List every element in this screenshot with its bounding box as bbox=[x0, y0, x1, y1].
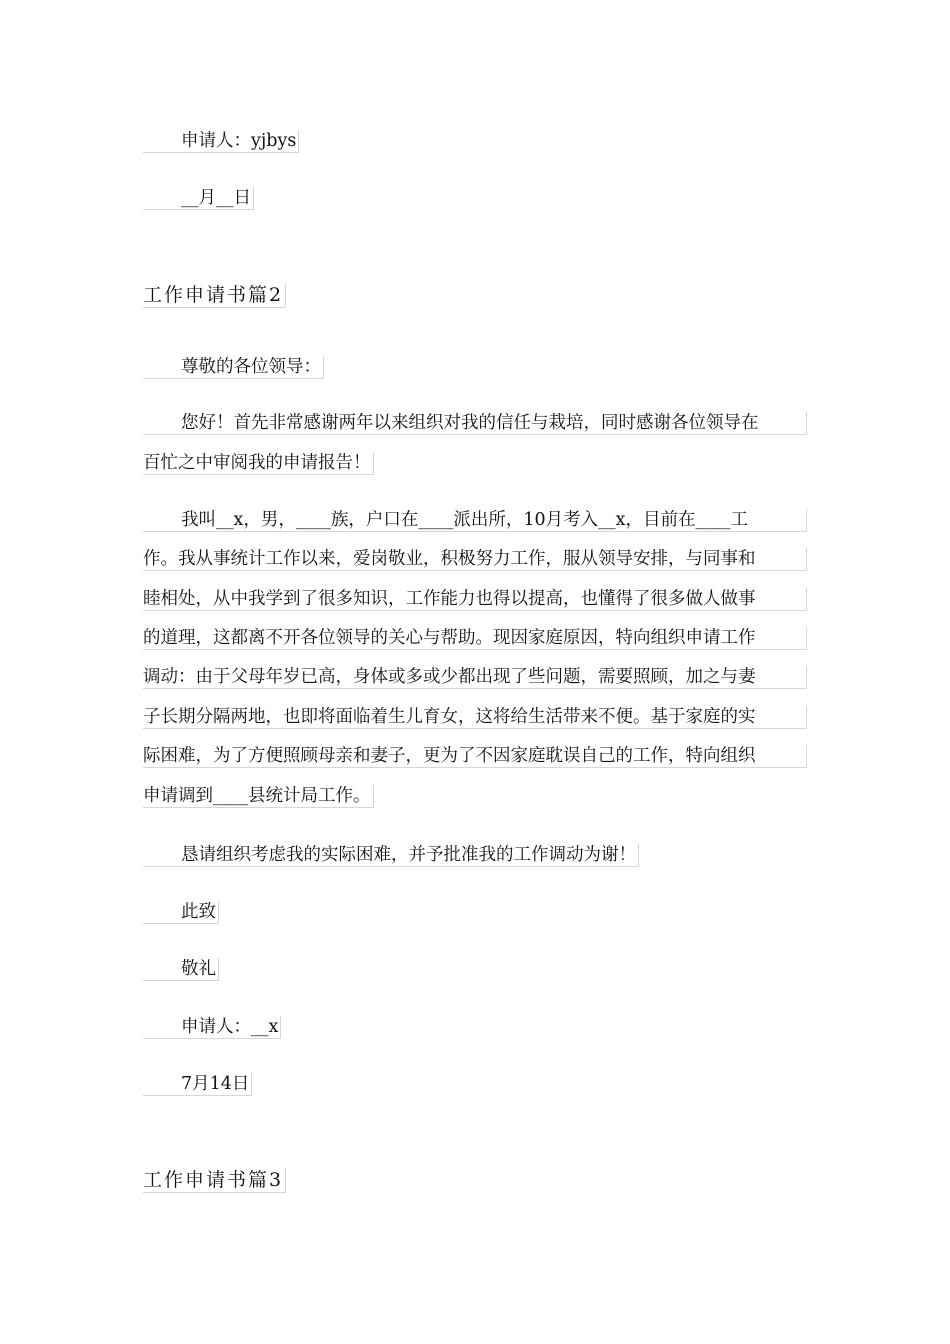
para2-text-5: 调动：由于父母年岁已高，身体或多或少都出现了些问题，需要照顾，加之与妻 bbox=[143, 667, 756, 687]
date-line-1 bbox=[143, 187, 254, 210]
date-text-2: 7月14日 bbox=[181, 1074, 250, 1094]
para2-line-7 bbox=[143, 745, 807, 768]
para2-line-8 bbox=[143, 785, 374, 808]
para2-line-2 bbox=[143, 548, 807, 571]
applicant-line-2 bbox=[143, 1016, 281, 1039]
para2-text-7: 际困难，为了方便照顾母亲和妻子，更为了不因家庭耽误自己的工作，特向组织 bbox=[143, 746, 756, 766]
para2-line-3 bbox=[143, 588, 807, 611]
para2-text-8: 申请调到____县统计局工作。 bbox=[143, 786, 371, 806]
para1-text-1: 您好！首先非常感谢两年以来组织对我的信任与栽培，同时感谢各位领导在 bbox=[181, 413, 759, 433]
para2-line-1 bbox=[143, 509, 807, 532]
date-text-1: __月__日 bbox=[181, 188, 251, 208]
para1-text-2: 百忙之中审阅我的申请报告！ bbox=[143, 453, 371, 473]
para1-line-2 bbox=[143, 452, 374, 475]
closing-line-1 bbox=[143, 901, 219, 924]
applicant-line-1 bbox=[143, 130, 299, 153]
salutation-text: 尊敬的各位领导： bbox=[181, 357, 321, 377]
applicant-text-2: 申请人：__x bbox=[181, 1017, 279, 1037]
date-line-2 bbox=[143, 1073, 252, 1096]
section-title-3: 工作申请书篇3 bbox=[143, 1168, 286, 1193]
para2-line-5 bbox=[143, 666, 807, 689]
para3-text: 恳请组织考虑我的实际困难，并予批准我的工作调动为谢！ bbox=[181, 845, 636, 865]
para2-text-1: 我叫__x，男，____族，户口在____派出所，10月考入__x，目前在____工 bbox=[181, 510, 749, 530]
closing-text-1: 此致 bbox=[181, 902, 216, 922]
para2-text-4: 的道理，这都离不开各位领导的关心与帮助。现因家庭原因，特向组织申请工作 bbox=[143, 628, 756, 648]
para2-line-4 bbox=[143, 627, 807, 650]
salutation bbox=[143, 356, 324, 379]
para3-line bbox=[143, 844, 639, 867]
para1-line-1 bbox=[143, 412, 807, 435]
para2-text-3: 睦相处，从中我学到了很多知识，工作能力也得以提高，也懂得了很多做人做事 bbox=[143, 589, 756, 609]
closing-line-2 bbox=[143, 958, 219, 981]
para2-text-6: 子长期分隔两地，也即将面临着生儿育女，这将给生活带来不便。基于家庭的实 bbox=[143, 707, 756, 727]
section-title-2: 工作申请书篇2 bbox=[143, 283, 286, 308]
closing-text-2: 敬礼 bbox=[181, 959, 216, 979]
applicant-text-1: 申请人：yjbys bbox=[181, 131, 297, 151]
para2-text-2: 作。我从事统计工作以来，爱岗敬业，积极努力工作，服从领导安排，与同事和 bbox=[143, 549, 756, 569]
para2-line-6 bbox=[143, 706, 807, 729]
